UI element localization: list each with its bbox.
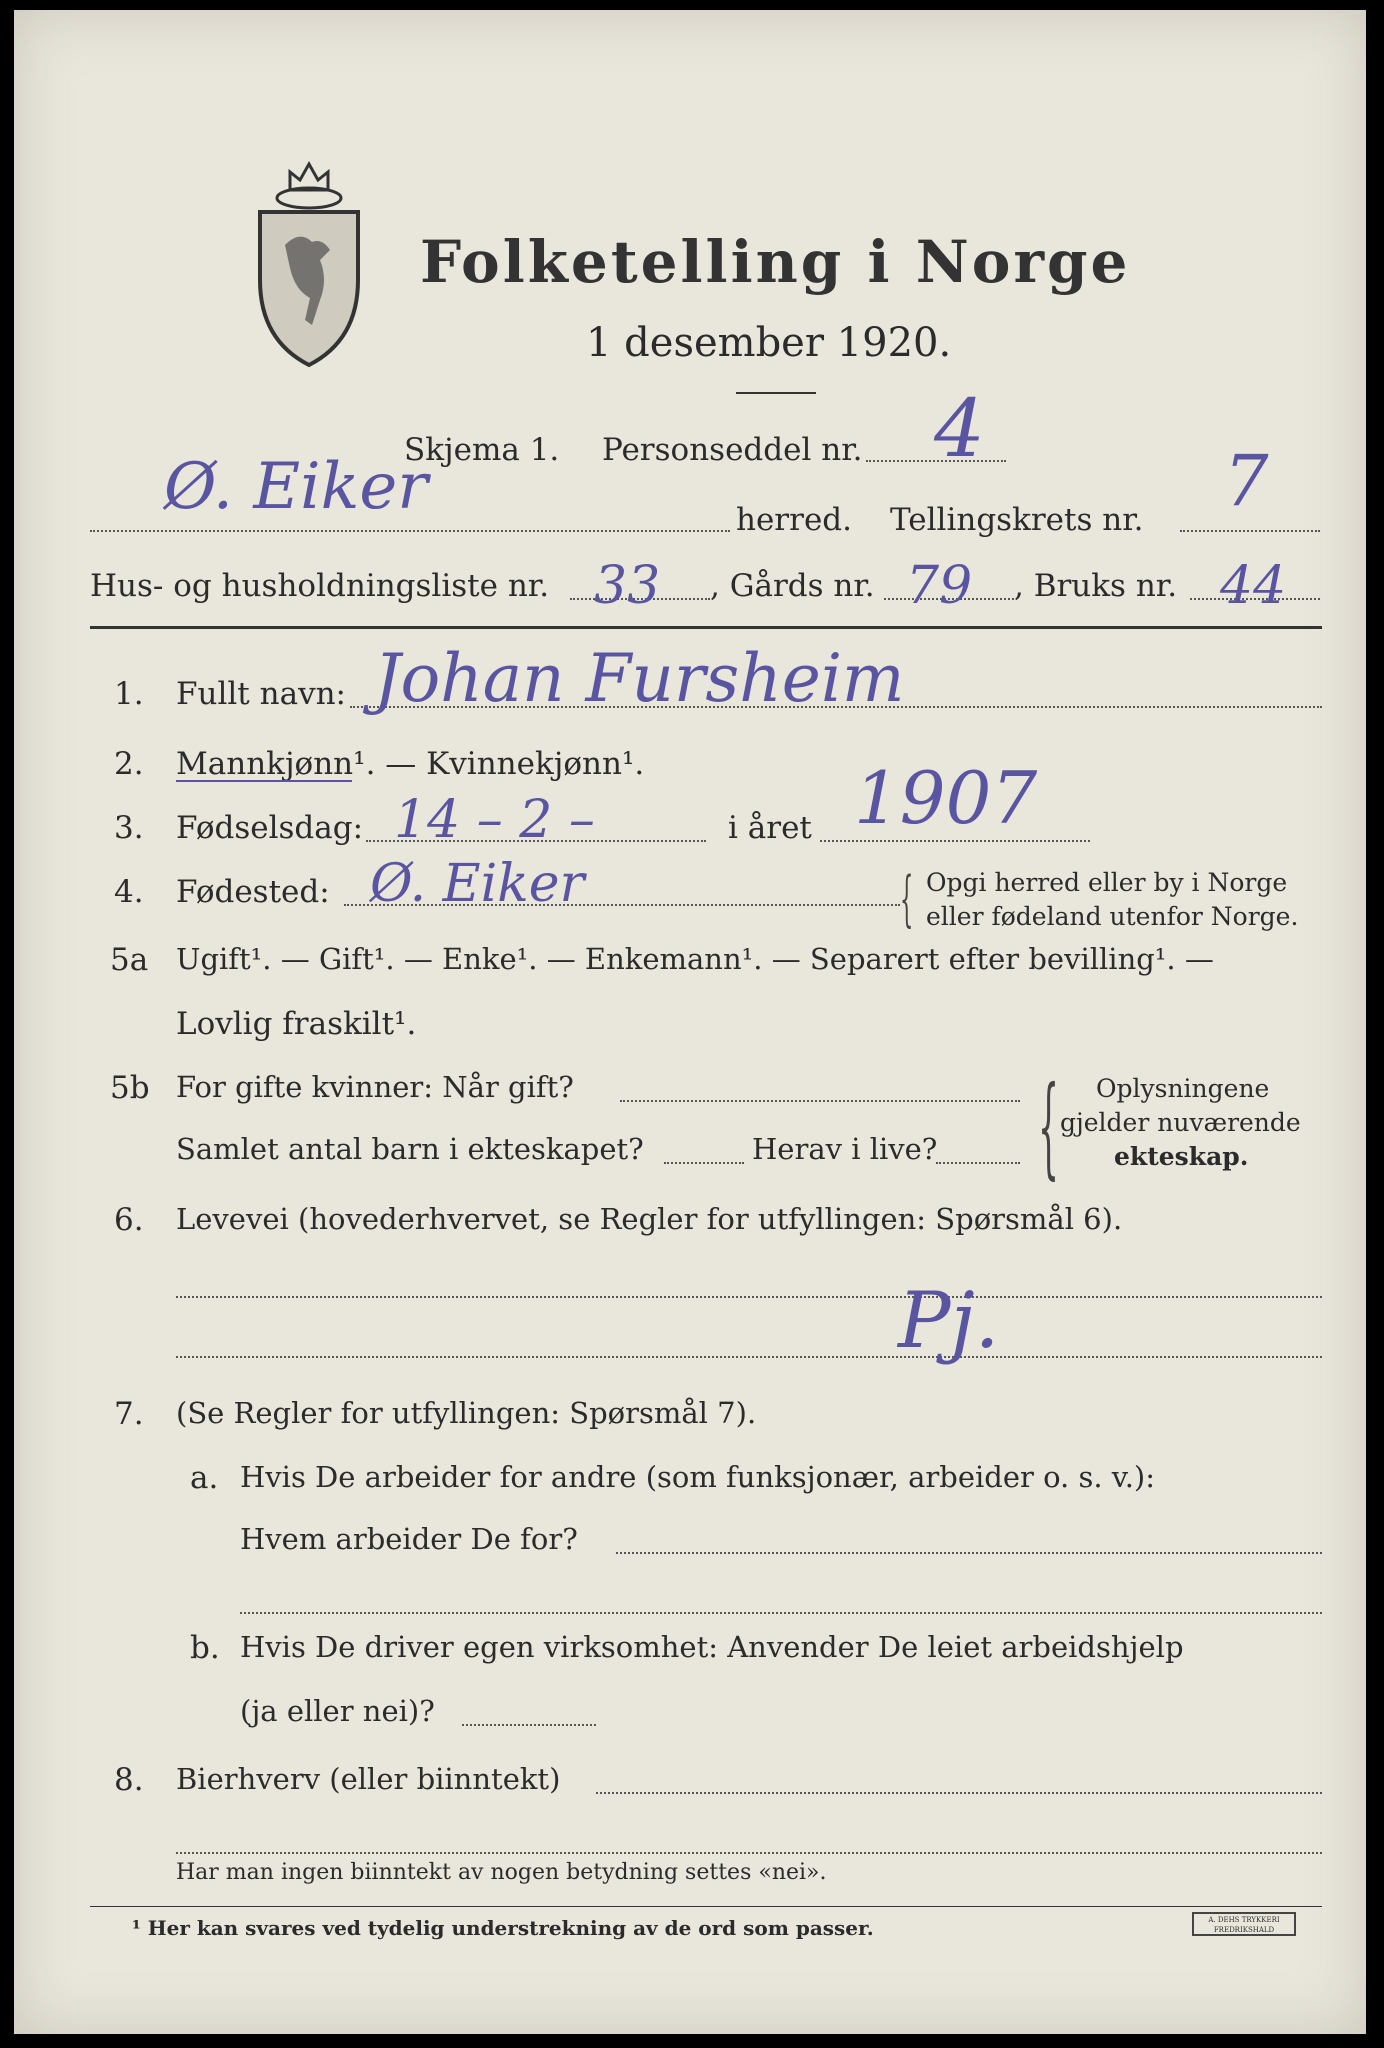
q4-brace: { [900, 864, 914, 934]
q7b-number: b. [190, 1630, 220, 1666]
hus-value: 33 [594, 556, 661, 616]
q5b-note-1: Oplysningene [1096, 1074, 1270, 1103]
q3-year-value: 1907 [854, 756, 1038, 840]
q5b-brace: { [1038, 1062, 1059, 1190]
q7a-field-2 [240, 1612, 1322, 1614]
herred-value: Ø. Eiker [164, 450, 428, 524]
q1-number: 1. [114, 676, 144, 712]
q5b-number: 5b [110, 1070, 150, 1106]
q5b-alive-field [936, 1162, 1020, 1164]
q5a-number: 5a [110, 942, 149, 978]
q5b-alive-label: Herav i live? [752, 1132, 938, 1166]
footnote: ¹ Her kan svares ved tydelig understrekning av de ord som passer. [132, 1916, 874, 1940]
q7a-field-1 [616, 1552, 1322, 1554]
q7a-number: a. [190, 1460, 219, 1496]
q4-note-2: eller fødeland utenfor Norge. [926, 902, 1299, 931]
q4-number: 4. [114, 874, 144, 910]
q3-day-value: 14 – 2 – [394, 790, 595, 850]
bruks-value: 44 [1220, 556, 1287, 616]
q6-number: 6. [114, 1202, 144, 1238]
q7a-line-2: Hvem arbeider De for? [240, 1522, 578, 1556]
printer-mark: A. DEHS TRYKKERI FREDRIKSHALD [1192, 1912, 1296, 1936]
q5a-line-1: Ugift¹. — Gift¹. — Enke¹. — Enkemann¹. — Separert efter bevilling¹. — [176, 942, 1214, 976]
q2-text: Mannkjønn¹. — Kvinnekjønn¹. [176, 746, 645, 782]
personseddel-label: Personseddel nr. [602, 432, 863, 468]
q3-label: Fødselsdag: [176, 810, 364, 846]
q6-field-1 [176, 1296, 1322, 1298]
q3-year-field [820, 840, 1090, 842]
q7-number: 7. [114, 1396, 144, 1432]
herred-field [90, 530, 730, 532]
q7b-field [462, 1724, 596, 1726]
q6-value: Pj. [898, 1276, 1000, 1366]
q8-label: Bierhverv (eller biinntekt) [176, 1762, 561, 1796]
q4-value: Ø. Eiker [370, 854, 585, 914]
tellingskrets-field [1180, 530, 1320, 532]
q6-field-2 [176, 1356, 1322, 1358]
q5a-line-2: Lovlig fraskilt¹. [176, 1006, 417, 1042]
q2-underline [176, 780, 352, 782]
tellingskrets-value: 7 [1224, 440, 1269, 522]
q7b-line-2: (ja eller nei)? [240, 1694, 435, 1728]
q7a-line-1: Hvis De arbeider for andre (som funksjonær, arbeider o. s. v.): [240, 1460, 1156, 1494]
q5b-when-field [620, 1100, 1020, 1102]
q7b-line-1: Hvis De driver egen virksomhet: Anvender De leiet arbeidshjelp [240, 1630, 1184, 1664]
q5b-children-field [664, 1162, 744, 1164]
header-divider [90, 626, 1322, 629]
form-title: Folketelling i Norge [420, 228, 1131, 296]
q8-note: Har man ingen biinntekt av nogen betydning settes «nei». [176, 1860, 827, 1885]
q8-field-1 [596, 1792, 1322, 1794]
census-date: 1 desember 1920. [586, 320, 952, 366]
tellingskrets-label: Tellingskrets nr. [890, 502, 1144, 538]
gards-label: , Gårds nr. [710, 568, 875, 604]
q4-label: Fødested: [176, 874, 330, 910]
q1-label: Fullt navn: [176, 676, 346, 712]
q6-text: Levevei (hovederhvervet, se Regler for utfyllingen: Spørsmål 6). [176, 1202, 1123, 1236]
skjema-label: Skjema 1. [404, 432, 560, 468]
herred-label: herred. [736, 502, 852, 538]
q2-number: 2. [114, 746, 144, 782]
q8-number: 8. [114, 1762, 144, 1798]
q1-value: Johan Fursheim [374, 640, 905, 717]
q4-note-1: Opgi herred eller by i Norge [926, 868, 1288, 897]
q8-field-2 [176, 1852, 1322, 1854]
q7-text: (Se Regler for utfyllingen: Spørsmål 7). [176, 1396, 757, 1430]
q3-year-label: i året [728, 810, 812, 846]
bruks-label: , Bruks nr. [1014, 568, 1178, 604]
gards-value: 79 [906, 556, 973, 616]
q3-number: 3. [114, 810, 144, 846]
personseddel-value: 4 [934, 382, 985, 475]
title-divider [736, 392, 816, 394]
footnote-divider [90, 1906, 1322, 1907]
q5b-note-3: ekteskap. [1114, 1142, 1249, 1171]
census-form [14, 10, 1366, 2034]
q5b-note-2: gjelder nuværende [1060, 1108, 1301, 1137]
q5b-children-label: Samlet antal barn i ekteskapet? [176, 1132, 644, 1166]
q5b-line-1: For gifte kvinner: Når gift? [176, 1070, 574, 1104]
hus-label: Hus- og husholdningsliste nr. [90, 568, 550, 604]
coat-of-arms-icon [250, 150, 368, 370]
